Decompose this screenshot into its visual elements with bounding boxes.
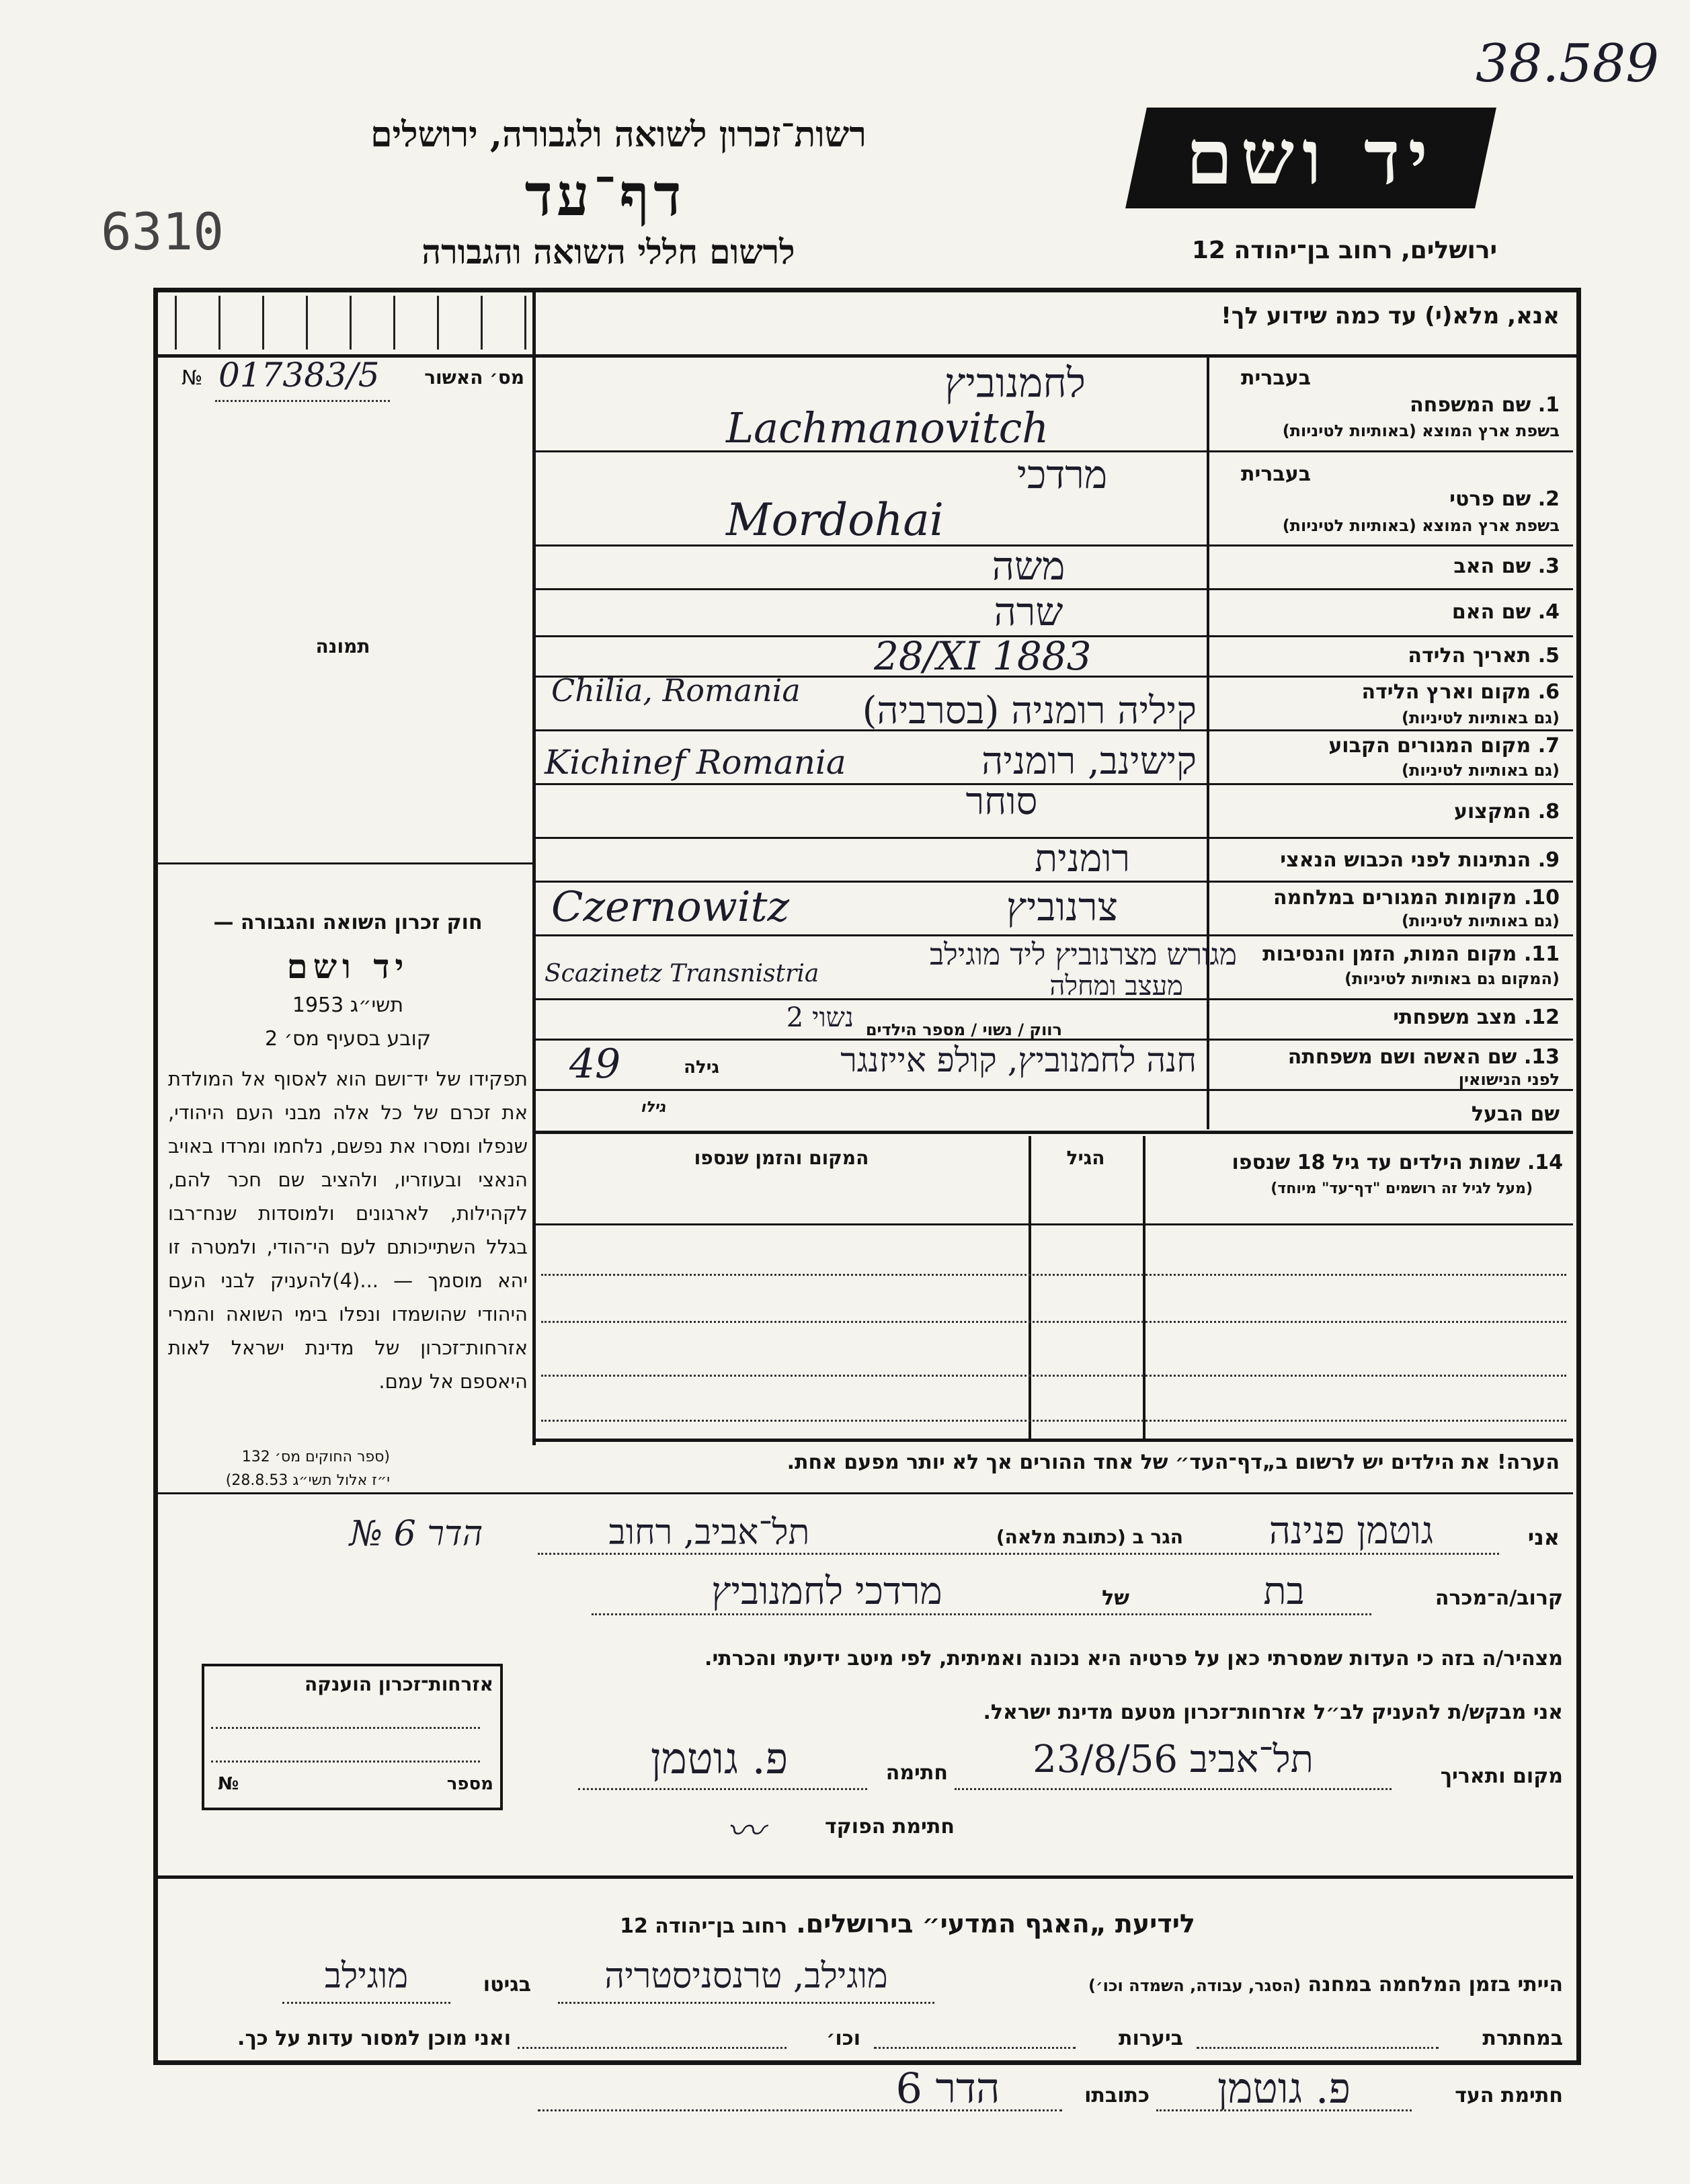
law-name: יד ושם [286, 946, 409, 986]
org-name: רשות־זכרון לשואה ולגבורה, ירושלים [370, 114, 867, 155]
field-1-value-lat: Lachmanovitch [726, 403, 1049, 452]
witness-of-value: מרדכי לחמנוביץ [711, 1570, 942, 1613]
field-4-label [1217, 600, 1560, 624]
place-date-label: מקום ותאריך [1440, 1765, 1563, 1788]
field-11-text: מקום המות, הזמן והנסיבות [1262, 942, 1517, 966]
children-label [1150, 1151, 1563, 1174]
field-13-label [1217, 1045, 1560, 1069]
law-text: תפקידו של יד־ושם הוא לאסוף אל המולדת את זכרם של כל אלה מבני העם היהודי, שנפלו ומסרו את נפשם, נלחמו ומרדו באויב הנאצי ובעוזריו, ולהציב שם חכר להם, לקהילות, לארגונים ולמוסדות שנח־רבו בגלל השתייכותם לעם הי־הודי, ולמטרה זו יהא מוסמך — ...(4)להעניק לבני העם היהודי שהושמדו ונפלו בימי השואה והמרי אזרחות־זכרון של מדינת ישראל לאות היאספם אל עמם. [168, 1067, 528, 1393]
witness-relation-dots [592, 1613, 1371, 1615]
signature-value: פ. גוטמן [650, 1734, 789, 1784]
children-label-text: שמות הילדים עד גיל 18 שנספו [1232, 1151, 1521, 1174]
field-4-num: 4. [1537, 600, 1560, 624]
code-boxes [175, 296, 526, 350]
bottom-heading-text: לידיעת „האגף המדעי״ בירושלים. [796, 1909, 1195, 1939]
field-13-age2-label: גילו [640, 1099, 666, 1116]
field-1-num: 1. [1537, 393, 1560, 417]
witness-request: אני מבקש/ת להעניק לב״ל אזרחות־זכרון מטעם מדינת ישראל. [983, 1701, 1563, 1724]
address-label: כתובתו [1084, 2084, 1150, 2107]
witness-relation-value: בת [1263, 1570, 1305, 1613]
field-2-value-he: מרדכי [1016, 452, 1108, 497]
address-value: הדר 6 [895, 2064, 1000, 2113]
field-1-sub: בשפת ארץ המוצא (באותיות לטיניות) [1282, 421, 1560, 440]
field-9-num: 9. [1537, 848, 1560, 872]
field-2-sub: בשפת ארץ המוצא (באותיות לטיניות) [1282, 516, 1560, 535]
field-12-text: מצב משפחתי [1393, 1006, 1517, 1029]
camp-dots [558, 2002, 934, 2004]
husband-label: שם הבעל [1471, 1102, 1560, 1126]
label-column-divider [1207, 356, 1209, 1129]
etc-label: וכו׳ [826, 2027, 860, 2050]
children-row-1 [541, 1274, 1566, 1276]
camp-value: מוגילב, טרנסניסטריה [604, 1956, 888, 1996]
left-column-divider [532, 289, 536, 1445]
note-text: הערה! את הילדים יש לרשום ב„דף־העד״ של אחד ההורים אך לא יותר מפעם אחת. [787, 1451, 1560, 1474]
witness-address2: הדר 6 № [350, 1514, 483, 1554]
row-divider-10 [534, 934, 1573, 936]
field-1-text: שם המשפחה [1410, 393, 1531, 417]
field-6-label [1217, 680, 1560, 704]
citizenship-dots-2 [211, 1761, 480, 1763]
law-ref2: י״ז אלול תשי״ג 28.8.53) [225, 1472, 390, 1489]
field-11-sub: (המקום גם באותיות לטיניות) [1344, 969, 1560, 988]
forests-label: ביערות [1119, 2027, 1183, 2050]
field-3-text: שם האב [1453, 555, 1531, 578]
citizenship-title: אזרחות־זכרון הוענקה [305, 1673, 493, 1695]
field-10-sub: (גם באותיות לטיניות) [1402, 912, 1560, 930]
approval-label: מס׳ האשור [424, 366, 524, 389]
approval-number: 017383/5 [218, 356, 380, 395]
field-7-value-he: קישינב, רומניה [981, 739, 1197, 783]
field-3-label [1217, 555, 1560, 578]
address-dots [538, 2109, 1062, 2111]
field-7-sub: (גם באותיות לטיניות) [1402, 761, 1560, 780]
citizenship-box [202, 1664, 503, 1810]
field-6-text: מקום וארץ הלידה [1361, 680, 1531, 704]
instruction: אנא, מלא(י) עד כמה שידוע לך! [1221, 302, 1560, 329]
field-8-label [1217, 800, 1560, 823]
field-2-text: שם פרטי [1449, 487, 1531, 511]
field-6-value-he: קיליה רומניה (בסרביה) [862, 689, 1197, 733]
forests-dots [874, 2047, 1076, 2049]
field-10-value-lat: Czernowitz [551, 882, 790, 931]
witness-name: גוטמן פנינה [1269, 1509, 1434, 1553]
place-date-value: תל־אביב 23/8/56 [1033, 1738, 1314, 1781]
ghetto-label: בגיטו [483, 1973, 531, 1996]
field-9-value: רומנית [1034, 837, 1131, 881]
field-12-num: 12. [1523, 1006, 1560, 1029]
field-11-value-he2: מעצב ומחלה [1049, 971, 1183, 1002]
children-col-div-2 [1029, 1136, 1031, 1439]
law-clause: קובע בסעיף מס׳ 2 [264, 1027, 432, 1051]
field-1-label [1217, 393, 1560, 417]
field-4-value: שרה [994, 589, 1063, 635]
field-5-text: תאריך הלידה [1408, 644, 1531, 668]
ready-label: ואני מוכן למסור עדות על כך. [237, 2027, 511, 2050]
field-10-label [1217, 886, 1560, 909]
field-12-label [1217, 1006, 1560, 1029]
form-subtitle: לרשום חללי השואה והגבורה [421, 232, 795, 272]
law-title: חוק זכרון השואה והגבורה — [213, 911, 483, 934]
field-9-text: הנתינות לפני הכבוש הנאצי [1280, 848, 1531, 872]
field-2-tag: בעברית [1241, 462, 1311, 486]
field-12-sub: רווק / נשוי / מספר הילדים [865, 1020, 1062, 1039]
signature-label: חתימה [885, 1761, 948, 1785]
field-7-text: מקום המגורים הקבוע [1328, 734, 1531, 758]
law-top-divider [158, 862, 534, 864]
field-12-value: נשוי 2 [786, 1002, 854, 1033]
field-2-label [1217, 487, 1560, 511]
field-13-age-label: גילה [684, 1057, 719, 1078]
witness-of-label: של [1102, 1586, 1129, 1610]
field-11-num: 11. [1523, 942, 1560, 966]
underground-dots [1197, 2047, 1439, 2049]
logo [1125, 108, 1496, 208]
field-1-tag: בעברית [1241, 366, 1311, 390]
field-1-value-he: לחמנוביץ [944, 360, 1086, 407]
place-date-dots [955, 1788, 1392, 1790]
witness-sig-value: פ. גוטמן [1217, 2064, 1351, 2113]
camp-types: (הסגר, עבודה, השמדה וכו׳) [1088, 1976, 1301, 1995]
field-6-sub: (גם באותיות לטיניות) [1402, 709, 1560, 727]
field-2-value-lat: Mordohai [726, 494, 944, 546]
approval-dots [215, 400, 390, 402]
children-num: 14. [1527, 1151, 1563, 1174]
field-6-num: 6. [1537, 680, 1560, 704]
archive-number: 38.589 [1476, 34, 1659, 94]
photo-label: תמונה [315, 635, 370, 657]
witness-name-dots [538, 1553, 1499, 1555]
bottom-heading [538, 1909, 1277, 1939]
row-divider-13 [534, 1089, 1573, 1091]
field-5-num: 5. [1537, 644, 1560, 668]
field-13-text: שם האשה ושם משפחתה [1287, 1045, 1517, 1069]
field-3-value: משה [992, 543, 1065, 589]
field-13-num: 13. [1523, 1045, 1560, 1069]
approval-no-prefix: № [182, 366, 203, 390]
witness-declare: מצהיר/ה בזה כי העדות שמסרתי כאן על פרטיה היא נכונה ואמיתית, לפי מיטב ידיעתי והכרתי. [705, 1647, 1563, 1670]
children-row-4 [541, 1420, 1566, 1422]
citizenship-dots-1 [211, 1727, 480, 1729]
note-top-line [534, 1439, 1573, 1442]
field-3-num: 3. [1537, 555, 1560, 578]
form-title: דף־עד [524, 161, 686, 229]
witness-resides-label: הגר ב (כתובת מלאה) [996, 1526, 1183, 1548]
citizenship-number-label: מספר [446, 1774, 493, 1794]
underground-label: במחתרת [1482, 2027, 1563, 2050]
witness-address: תל־אביב, רחוב [608, 1512, 810, 1553]
bottom-heading-addr: רחוב בן־יהודה 12 [620, 1914, 788, 1938]
field-10-value-he: צרנוביץ [1006, 884, 1118, 930]
field-11-value-he: מגורש מצרנוביץ ליד מוגילב [929, 938, 1237, 972]
camp-label [914, 1973, 1563, 1996]
ghetto-value: מוגילב [324, 1956, 409, 1996]
etc-dots [518, 2047, 787, 2049]
field-8-text: המקצוע [1453, 800, 1531, 823]
row-divider-14 [534, 1131, 1573, 1134]
field-7-label [1217, 734, 1560, 758]
bottom-section-line [158, 1875, 1573, 1879]
stamp-number [101, 202, 224, 261]
field-11-value-lat: Scazinetz Transnistria [545, 960, 819, 987]
witness-sig-dots [1156, 2109, 1412, 2111]
witness-i-label: אני [1527, 1525, 1560, 1550]
field-8-num: 8. [1537, 800, 1560, 823]
field-10-text: מקומות המגורים במלחמה [1273, 886, 1517, 909]
law-year: תשי״ג 1953 [292, 994, 404, 1017]
field-13-value: חנה לחמנוביץ, קולפ אייזנגר [840, 1041, 1197, 1080]
field-13-age-value: 49 [569, 1041, 621, 1088]
camp-label-text: הייתי בזמן המלחמה במחנה [1307, 1973, 1563, 1996]
field-5-value: 28/XI 1883 [874, 633, 1092, 679]
field-9-label [1217, 848, 1560, 872]
children-sub: (מעל לגיל זה רושמים "דף־עד" מיוחד) [1271, 1180, 1533, 1197]
children-col-place: המקום והזמן שנספו [694, 1147, 869, 1169]
field-6-value-lat: Chilia, Romania [551, 672, 801, 709]
law-ref1: (ספר החוקים מס׳ 132 [241, 1449, 390, 1465]
official-label: חתימת הפוקד [825, 1815, 955, 1838]
field-2-num: 2. [1537, 487, 1560, 511]
logo-text: יד ושם [1185, 114, 1437, 202]
field-5-label [1217, 644, 1560, 668]
children-col-age: הגיל [1066, 1147, 1105, 1169]
ghetto-dots [282, 2002, 450, 2004]
stamp-number-text: 6310 [101, 202, 225, 261]
witness-sig-label: חתימת העד [1455, 2084, 1563, 2107]
field-8-value: סוחר [965, 780, 1038, 823]
approval-row [182, 356, 524, 400]
children-header-line [534, 1223, 1573, 1225]
witness-relation-label: קרוב/ה־מכרה [1435, 1586, 1563, 1610]
citizenship-no-prefix: № [218, 1774, 239, 1794]
children-col-div-1 [1143, 1136, 1145, 1439]
field-13-sub: לפני הנישואין [1458, 1070, 1560, 1089]
children-row-3 [541, 1375, 1566, 1377]
field-7-num: 7. [1537, 734, 1560, 758]
address: ירושלים, רחוב בן־יהודה 12 [1191, 237, 1498, 264]
field-4-text: שם האם [1451, 600, 1531, 624]
field-10-num: 10. [1523, 886, 1560, 909]
signature-dots [578, 1788, 867, 1790]
note-bottom-line [158, 1492, 1573, 1494]
official-signature-mark: 〰 [726, 1810, 764, 1853]
field-11-label [1217, 942, 1560, 966]
field-7-value-lat: Kichinef Romania [545, 743, 846, 782]
children-row-2 [541, 1321, 1566, 1323]
